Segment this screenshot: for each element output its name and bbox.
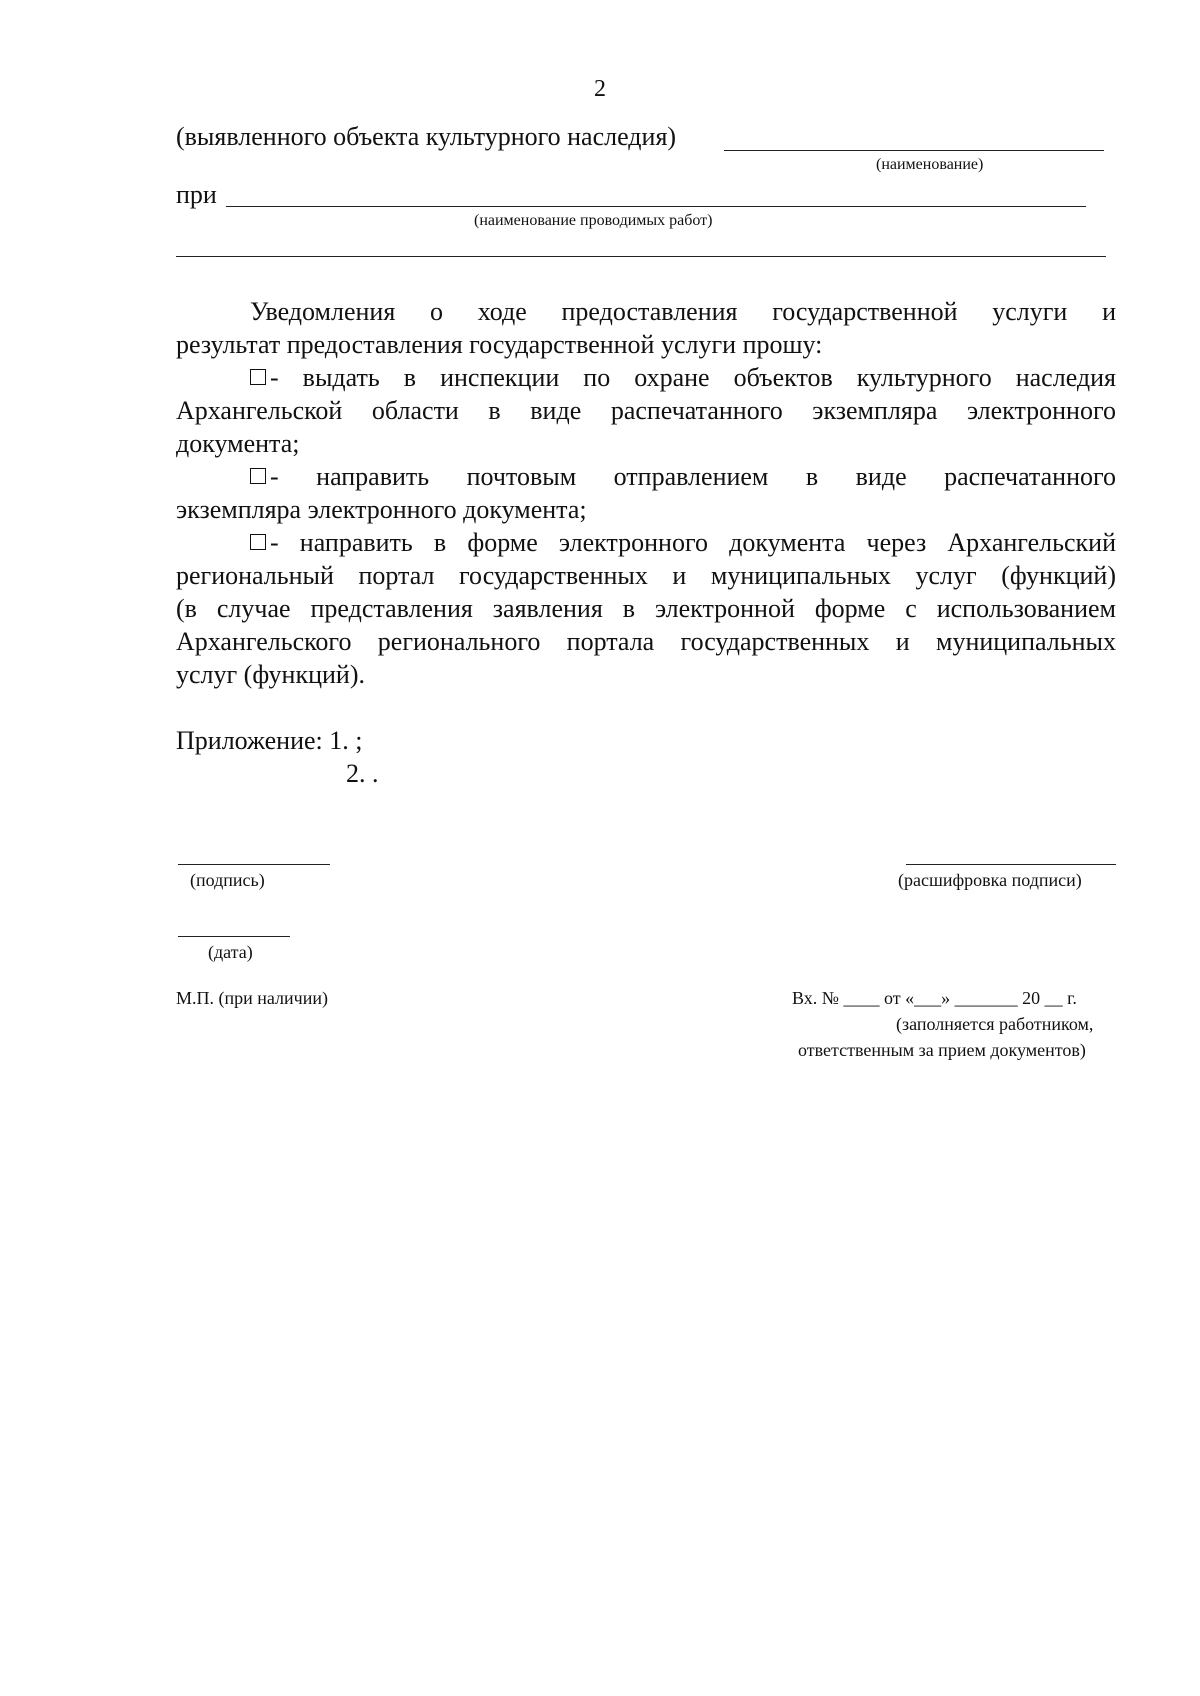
registration-note-2: ответственным за прием документов): [798, 1040, 1086, 1060]
signature-field[interactable]: [178, 864, 330, 865]
attachment-item-2: 2. .: [346, 759, 379, 788]
option-1-line-3: документа;: [176, 429, 300, 458]
option-3-line-3: (в случае представления заявления в электронной форме с использованием: [176, 594, 1116, 623]
intro-line-2: результат предоставления государственной услуги прошу:: [176, 330, 823, 359]
option-1-line-1: - выдать в инспекции по охране объектов культурного наследия: [250, 361, 1116, 394]
option-1-line-2: Архангельской области в виде распечатанного экземпляра электронного: [176, 396, 1116, 425]
date-field[interactable]: [178, 936, 290, 937]
attachment-label: Приложение: 1. ;: [176, 726, 363, 755]
option-3-checkbox[interactable]: [250, 534, 266, 550]
option-2-line-2: экземпляра электронного документа;: [176, 495, 587, 524]
signature-decoding-field[interactable]: [906, 864, 1116, 865]
object-label: (выявленного объекта культурного наследия): [176, 122, 677, 151]
object-name-field[interactable]: [724, 150, 1104, 151]
option-2-line-1: - направить почтовым отправлением в виде распечатанного: [250, 460, 1116, 493]
option-3-line-2: региональный портал государственных и муниципальных услуг (функций): [176, 561, 1116, 590]
intro-line-1: Уведомления о ходе предоставления государственной услуги и: [250, 297, 1116, 326]
option-3-line-5: услуг (функций).: [176, 660, 365, 689]
works-name-field[interactable]: [226, 206, 1086, 207]
stamp-note: М.П. (при наличии): [176, 988, 328, 1008]
signature-decoding-caption: (расшифровка подписи): [898, 870, 1082, 890]
works-caption: (наименование проводимых работ): [474, 212, 713, 229]
works-name-field-continued[interactable]: [176, 256, 1106, 257]
date-caption: (дата): [208, 942, 253, 962]
registration-note-1: (заполняется работником,: [896, 1014, 1094, 1034]
option-1-checkbox[interactable]: [250, 369, 266, 385]
works-label: при: [176, 180, 217, 209]
registration-line: Вх. № ____ от «___» _______ 20 __ г.: [792, 988, 1077, 1008]
page-number: 2: [594, 76, 606, 102]
object-caption: (наименование): [876, 156, 984, 173]
option-3-line-1: - направить в форме электронного документа через Архангельский: [250, 526, 1116, 559]
signature-caption: (подпись): [190, 870, 265, 890]
option-3-line-4: Архангельского регионального портала государственных и муниципальных: [176, 627, 1116, 656]
option-2-checkbox[interactable]: [250, 468, 266, 484]
